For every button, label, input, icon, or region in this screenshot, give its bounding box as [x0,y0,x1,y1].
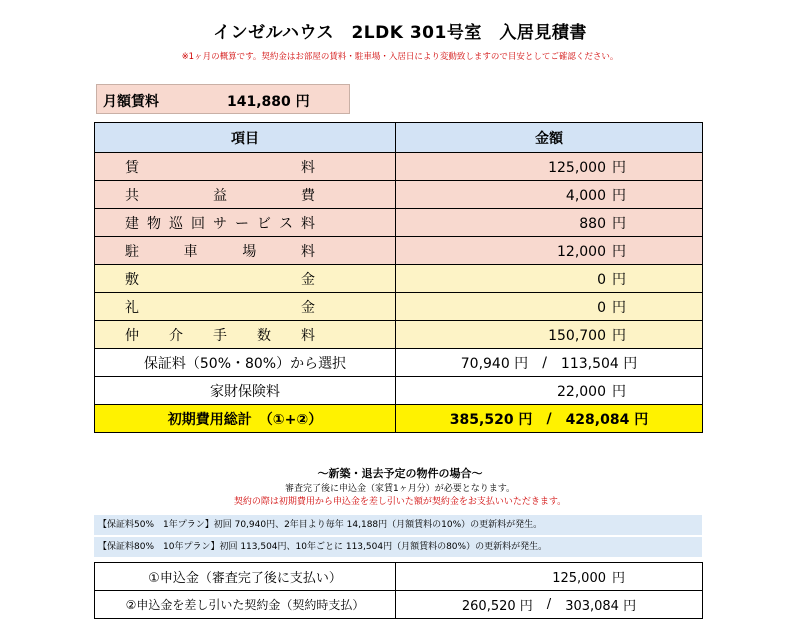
item-amount [396,153,703,181]
item-char: 料 [300,243,315,260]
new-build-line2: 契約の際は初期費用から申込金を差し引いた額が契約金をお支払いいただきます。 [233,497,567,507]
item-char: ス [279,215,293,232]
total-row [95,405,703,433]
insurance-label: 家財保険料 [95,377,396,405]
table-row [95,265,703,293]
insurance-amount: 22,000 円 [396,377,703,405]
table-row [95,321,703,349]
guarantee-row [95,349,703,377]
amount-unit: 円 [612,159,626,176]
item-char: 共 [125,187,139,204]
contract-50: 260,520 円 [461,599,533,614]
contract-fee-label: ②申込金を差し引いた契約金（契約時支払） [95,591,396,619]
disclaimer-note: ※1ヶ月の概算です。契約金はお部屋の賃料・駐車場・入居日により変動致しますので目安としてご確認ください。 [181,52,619,62]
item-char: 場 [242,243,257,260]
table-row [95,293,703,321]
amount-value: 4,000 [565,187,606,204]
item-char: 手 [213,327,227,344]
guarantee-50: 70,940 円 [460,355,529,372]
insurance-row [95,377,703,405]
new-build-line1: 審査完了後に申込金（家賃1ヶ月分）が必要となります。 [284,484,515,494]
amount-value: 150,700 [548,327,606,344]
plan-50: 【保証料50% 1年プラン】初回 70,940円、2年目より毎年 14,188円（月額賃料の10%）の更新料が発生。 [94,515,702,535]
item-char: 金 [301,299,315,316]
item-label [95,209,396,237]
amount-unit: 円 [612,243,626,260]
item-label [95,321,396,349]
item-label [95,181,396,209]
amount-unit: 円 [612,215,626,232]
total-label: 初期費用総計 （①+②） [95,405,396,433]
amount-value: 125,000 [548,159,606,176]
table-header [95,123,703,153]
guarantee-80: 113,504 円 [560,355,638,372]
new-build-heading: ～新築・退去予定の物件の場合～ [317,467,483,480]
header-item: 項目 [95,123,396,153]
item-char: 建 [125,215,139,232]
item-label [95,153,396,181]
monthly-rent-value: 141,880 円 [227,94,310,110]
item-char: ビ [257,215,271,232]
total-amount [396,405,703,433]
item-char: 費 [301,187,315,204]
item-char: 礼 [125,299,139,316]
amount-unit: 円 [612,187,626,204]
separator: / [542,354,547,371]
item-char: 車 [183,243,198,260]
item-char: 金 [301,271,315,288]
estimate-table [94,122,703,433]
amount-value: 0 [597,299,606,316]
guarantee-label: 保証料（50%・80%）から選択 [95,349,396,377]
contract-80: 303,084 円 [565,599,637,614]
item-amount [396,321,703,349]
item-char: 料 [301,327,315,344]
item-amount [396,237,703,265]
total-50: 385,520 円 [449,411,533,428]
contract-fee-amount [396,591,703,619]
application-row-2 [95,591,703,619]
page-title: インゼルハウス 2LDK 301号室 入居見積書 [213,23,587,43]
item-char: 介 [169,327,183,344]
table-row [95,181,703,209]
header-amount: 金額 [396,123,703,153]
table-row [95,209,703,237]
item-char: 数 [257,327,271,344]
item-amount [396,265,703,293]
item-char: サ [213,215,227,232]
item-label [95,265,396,293]
item-char: 料 [301,215,315,232]
item-label [95,237,396,265]
item-char: 巡 [169,215,183,232]
application-fee-amount: 125,000 円 [396,563,703,591]
amount-value: 12,000 [557,243,606,260]
guarantee-amount [396,349,703,377]
plan-80: 【保証料80% 10年プラン】初回 113,504円、10年ごとに 113,504円（月額賃料の80%）の更新料が発生。 [94,537,702,557]
item-char: 駐 [125,243,139,260]
item-char: 益 [213,187,227,204]
application-row-1 [95,563,703,591]
table-row [95,153,703,181]
separator: / [546,410,552,427]
monthly-rent-box [96,84,350,114]
item-char: 料 [301,159,315,176]
application-table [94,562,703,619]
table-row [95,237,703,265]
amount-unit: 円 [612,299,626,316]
monthly-rent-label: 月額賃料 [103,94,159,110]
separator: / [546,597,552,612]
amount-unit: 円 [612,327,626,344]
application-fee-label: ①申込金（審査完了後に支払い） [95,563,396,591]
amount-value: 880 [579,215,606,232]
item-char: 敷 [125,271,139,288]
item-char: 回 [191,215,205,232]
amount-unit: 円 [612,271,626,288]
item-amount [396,209,703,237]
item-char: ー [235,215,249,232]
amount-value: 0 [597,271,606,288]
item-char: 物 [147,215,161,232]
item-amount [396,181,703,209]
item-amount [396,293,703,321]
item-label [95,293,396,321]
item-char: 仲 [125,327,139,344]
item-char: 賃 [125,159,139,176]
total-80: 428,084 円 [565,411,649,428]
